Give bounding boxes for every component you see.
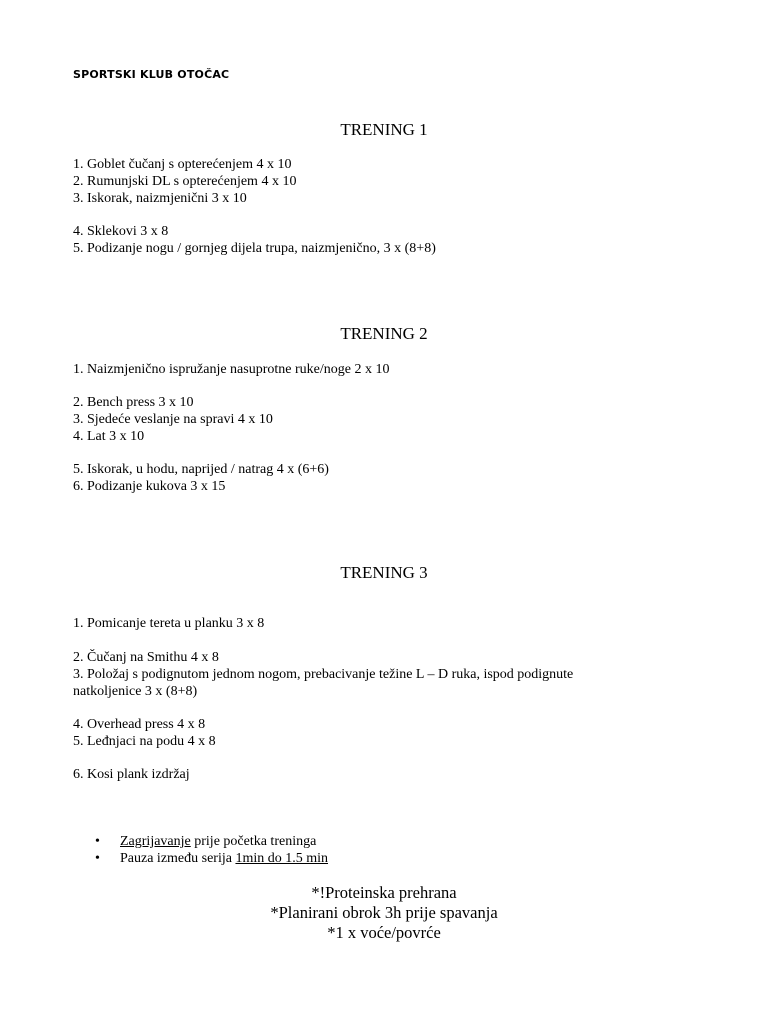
exercise-line: 2. Bench press 3 x 10: [73, 395, 194, 410]
exercise-line: 1. Pomicanje tereta u planku 3 x 8: [73, 616, 265, 631]
exercise-line: 2. Čučanj na Smithu 4 x 8: [73, 650, 219, 665]
exercise-line: 5. Leđnjaci na podu 4 x 8: [73, 734, 216, 749]
exercise-line: 5. Podizanje nogu / gornjeg dijela trupa, naizmjenično, 3 x (8+8): [73, 241, 436, 256]
exercise-line: natkoljenice 3 x (8+8): [73, 684, 198, 699]
exercise-line: 4. Sklekovi 3 x 8: [73, 224, 169, 239]
exercise-line: 3. Sjedeće veslanje na spravi 4 x 10: [73, 412, 273, 427]
exercise-line: 5. Iskorak, u hodu, naprijed / natrag 4 x (6+6): [73, 462, 329, 477]
note-line: *!Proteinska prehrana: [311, 883, 457, 902]
bullet-item-warmup: [120, 833, 316, 850]
exercise-line: 3. Iskorak, naizmjenični 3 x 10: [73, 191, 247, 206]
section-title-trening-3: TRENING 3: [340, 563, 428, 582]
exercise-line: 3. Položaj s podignutom jednom nogom, prebacivanje težine L – D ruka, ispod podignute: [73, 667, 574, 682]
warmup-rest-text: prije početka treninga: [190, 834, 317, 849]
note-line: *1 x voće/povrće: [327, 923, 441, 942]
bullet-marker: •: [95, 851, 100, 866]
section-title-trening-1: TRENING 1: [340, 120, 428, 139]
exercise-line: 6. Kosi plank izdržaj: [73, 767, 190, 782]
club-name: SPORTSKI KLUB OTOČAC: [73, 68, 230, 81]
rest-plain-text: Pauza između serija: [120, 851, 236, 866]
bullet-item-rest: [120, 850, 328, 867]
bullet-marker: •: [95, 834, 100, 849]
exercise-line: 1. Goblet čučanj s opterećenjem 4 x 10: [73, 157, 292, 172]
exercise-line: 6. Podizanje kukova 3 x 15: [73, 479, 226, 494]
exercise-line: 1. Naizmjenično ispružanje nasuprotne ruke/noge 2 x 10: [73, 362, 390, 377]
warmup-underlined-text: Zagrijavanje: [120, 834, 191, 849]
exercise-line: 4. Lat 3 x 10: [73, 429, 145, 444]
exercise-line: 2. Rumunjski DL s opterećenjem 4 x 10: [73, 174, 297, 189]
note-line: *Planirani obrok 3h prije spavanja: [270, 903, 498, 922]
exercise-line: 4. Overhead press 4 x 8: [73, 717, 206, 732]
section-title-trening-2: TRENING 2: [340, 324, 428, 343]
rest-underlined-text: 1min do 1.5 min: [235, 851, 329, 866]
